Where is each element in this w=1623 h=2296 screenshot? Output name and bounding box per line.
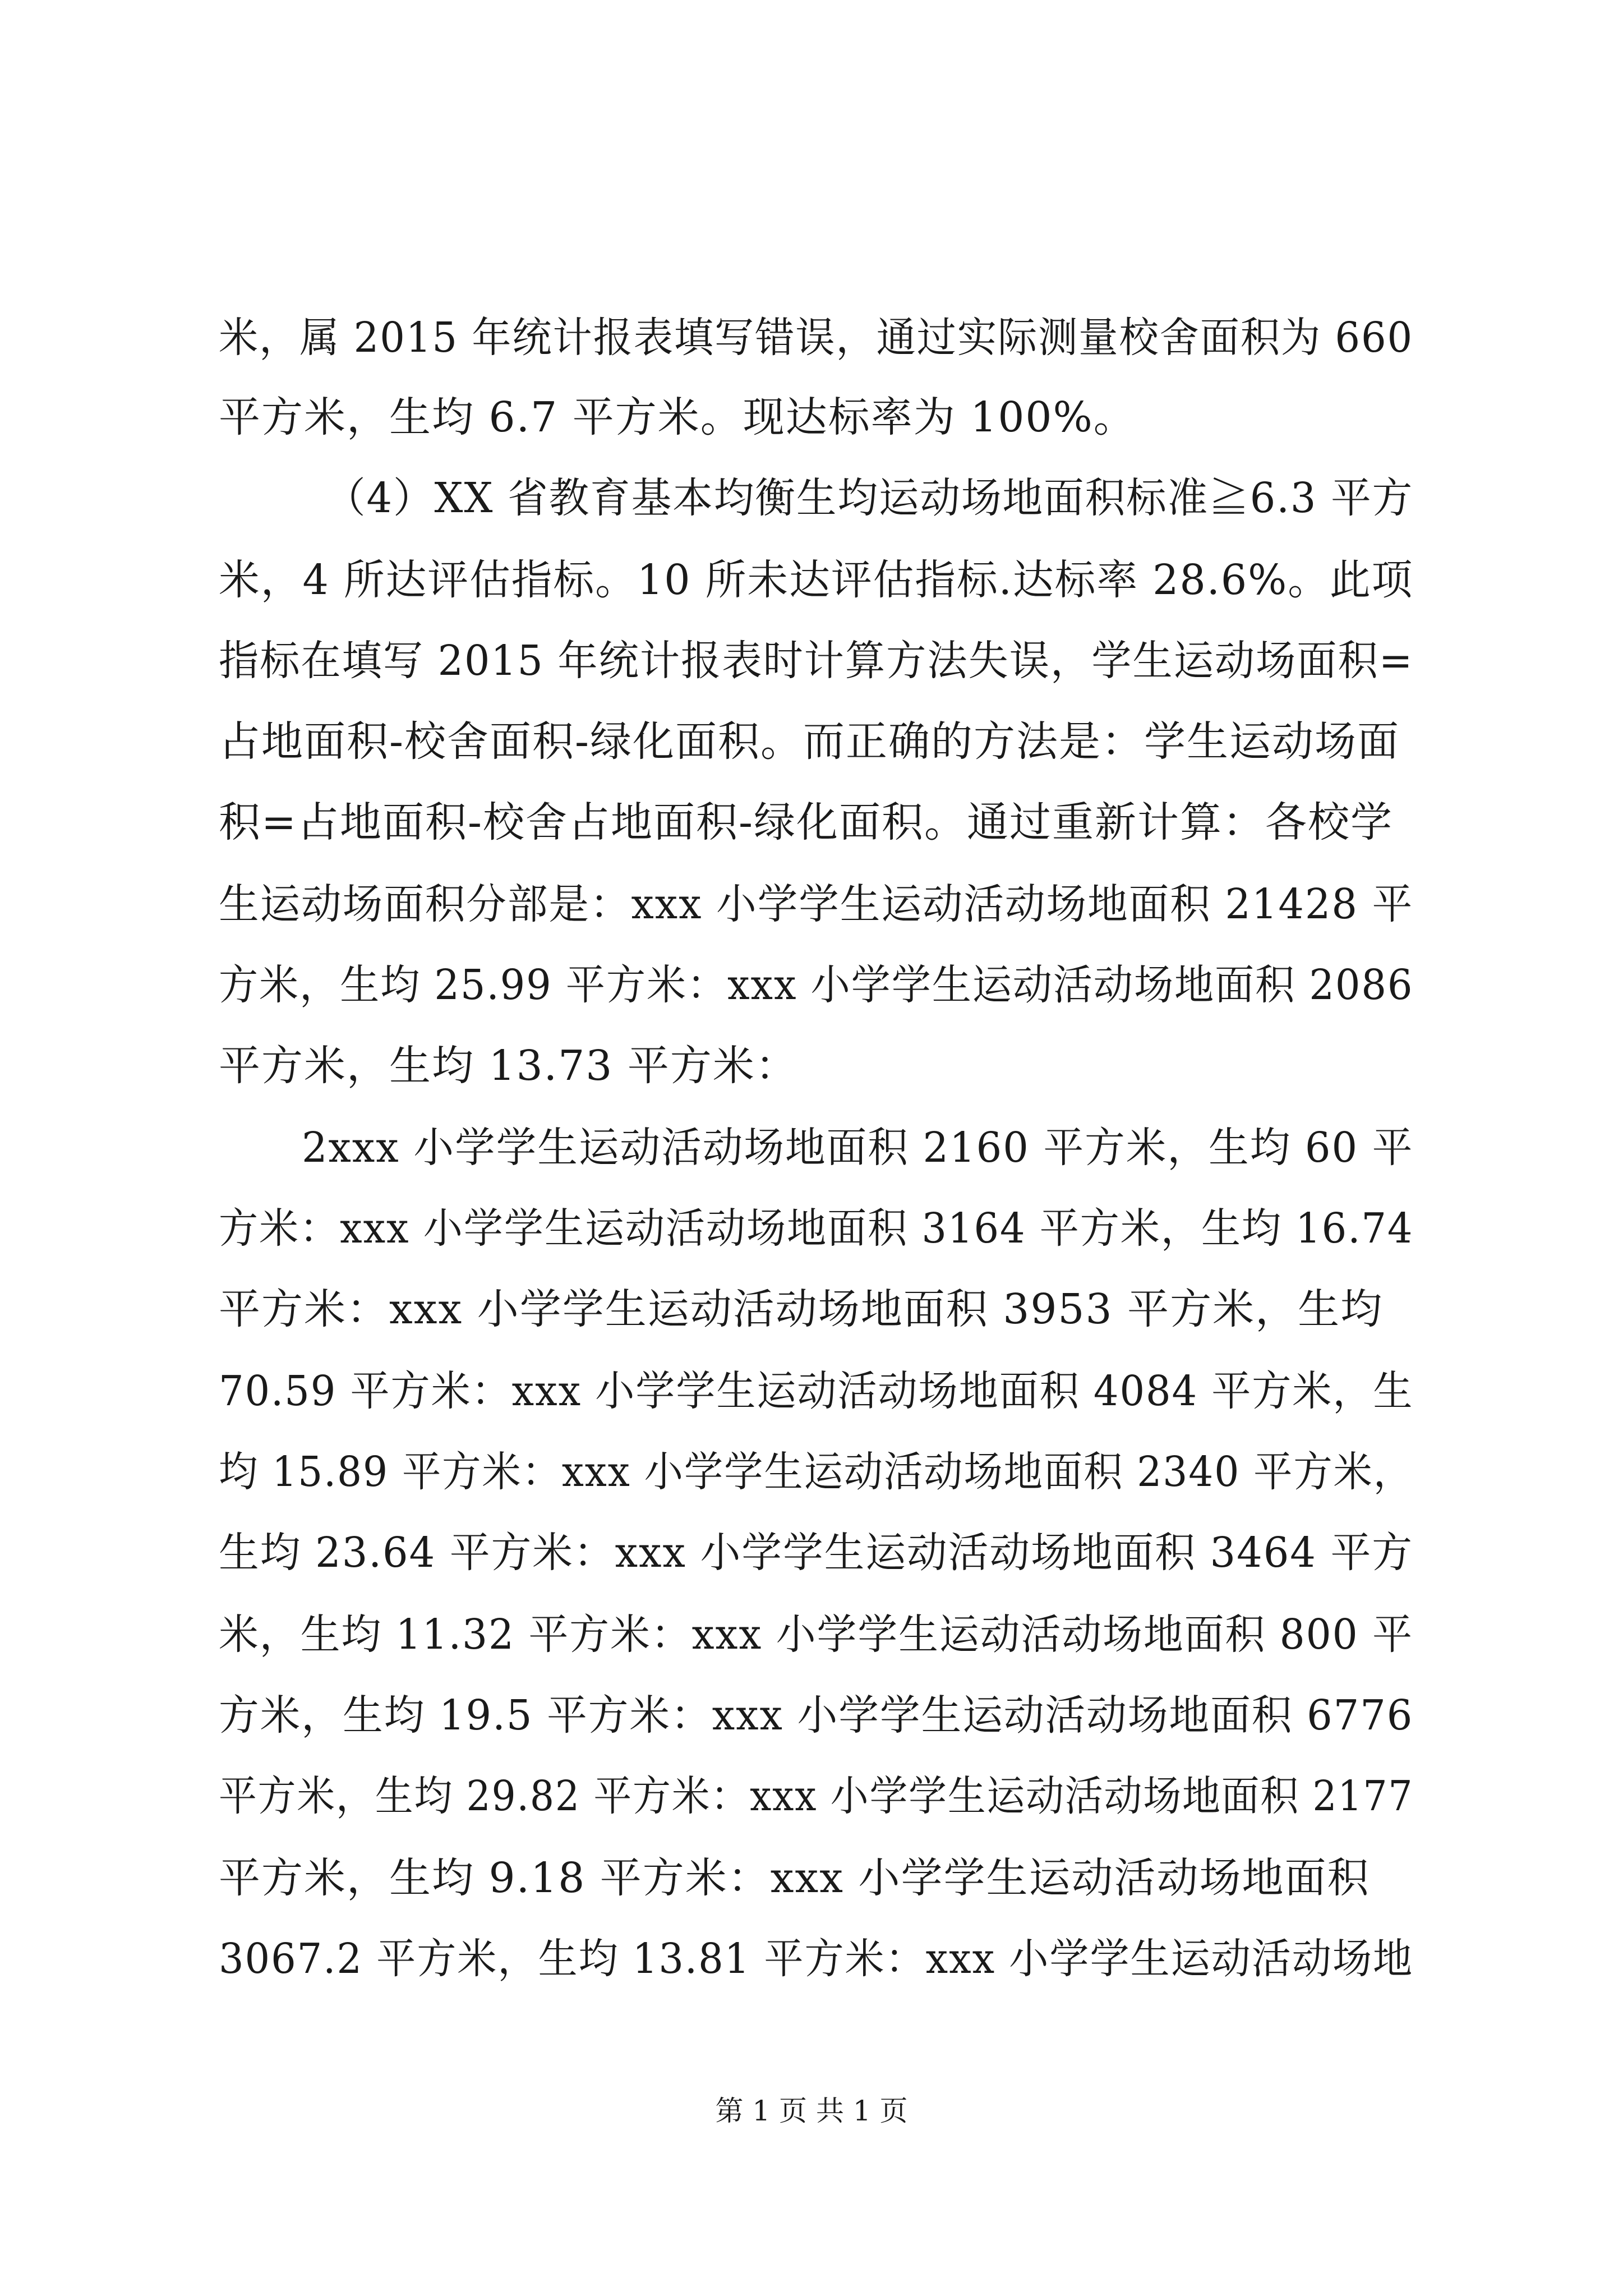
text-line: 均 15.89 平方米：xxx 小学学生运动活动场地面积 2340 平方米， — [219, 1448, 1413, 1496]
text-line: 米，属 2015 年统计报表填写错误，通过实际测量校舍面积为 660 — [219, 314, 1414, 362]
text-line: 方米：xxx 小学学生运动活动场地面积 3164 平方米，生均 16.74 — [219, 1204, 1414, 1253]
text-line: 平方米：xxx 小学学生运动活动场地面积 3953 平方米，生均 — [219, 1285, 1384, 1333]
text-line: 米，4 所达评估指标。10 所未达评估指标.达标率 28.6%。此项 — [219, 556, 1414, 604]
text-line: 积=占地面积-校舍占地面积-绿化面积。通过重新计算：各校学 — [219, 798, 1394, 846]
page-footer: 第 1 页 共 1 页 — [715, 2095, 908, 2127]
text-line: 平方米，生均 13.73 平方米： — [219, 1042, 798, 1090]
text-line: 生运动场面积分部是：xxx 小学学生运动活动场地面积 21428 平 — [219, 880, 1414, 928]
text-line: 平方米，生均 6.7 平方米。现达标率为 100%。 — [219, 393, 1136, 441]
text-line: 70.59 平方米：xxx 小学学生运动活动场地面积 4084 平方米，生 — [219, 1367, 1414, 1415]
text-line: 生均 23.64 平方米：xxx 小学学生运动活动场地面积 3464 平方 — [219, 1529, 1413, 1577]
text-line: 平方米，生均 29.82 平方米：xxx 小学学生运动活动场地面积 2177 — [219, 1772, 1414, 1820]
text-line: 指标在填写 2015 年统计报表时计算方法失误，学生运动场面积= — [219, 637, 1414, 685]
text-line: 占地面积-校舍面积-绿化面积。而正确的方法是：学生运动场面 — [219, 717, 1400, 766]
text-line: 3067.2 平方米，生均 13.81 平方米：xxx 小学学生运动活动场地 — [219, 1935, 1414, 1983]
text-line: 米，生均 11.32 平方米：xxx 小学学生运动活动场地面积 800 平 — [219, 1611, 1413, 1659]
text-line: 方米，生均 25.99 平方米：xxx 小学学生运动活动场地面积 2086 — [219, 961, 1414, 1009]
text-line: （4）XX 省教育基本均衡生均运动场地面积标准≧6.3 平方 — [325, 474, 1414, 522]
text-line: 2xxx 小学学生运动活动场地面积 2160 平方米，生均 60 平 — [302, 1124, 1414, 1172]
text-line: 方米，生均 19.5 平方米：xxx 小学学生运动活动场地面积 6776 — [219, 1691, 1414, 1740]
text-line: 平方米，生均 9.18 平方米：xxx 小学学生运动活动场地面积 — [219, 1854, 1370, 1902]
